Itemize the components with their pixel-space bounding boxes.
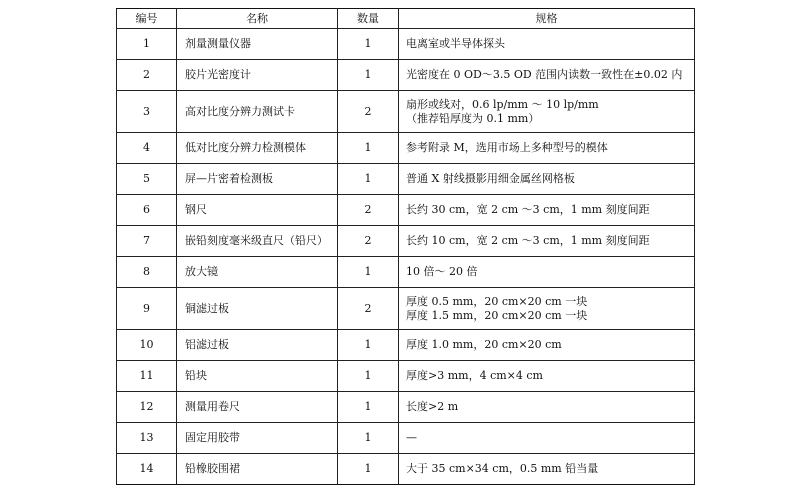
table-row bbox=[117, 164, 695, 195]
spec-line: 电离室或半导体探头 bbox=[406, 37, 505, 50]
table-row bbox=[117, 60, 695, 91]
cell-name: 胶片光密度计 bbox=[177, 60, 338, 91]
cell-name: 测量用卷尺 bbox=[177, 392, 338, 423]
cell-no: 4 bbox=[117, 133, 177, 164]
header-qty: 数量 bbox=[338, 9, 399, 29]
cell-spec bbox=[399, 454, 695, 485]
spec-line: 长约 10 cm，宽 2 cm ～3 cm，1 mm 刻度间距 bbox=[406, 234, 650, 247]
table-row bbox=[117, 392, 695, 423]
spec-line: 长约 30 cm，宽 2 cm ～3 cm，1 mm 刻度间距 bbox=[406, 203, 650, 216]
table-row bbox=[117, 423, 695, 454]
equipment-table-container bbox=[116, 8, 694, 485]
header-name: 名称 bbox=[177, 9, 338, 29]
table-body bbox=[117, 29, 695, 485]
cell-spec bbox=[399, 361, 695, 392]
cell-no: 5 bbox=[117, 164, 177, 195]
cell-spec bbox=[399, 226, 695, 257]
cell-no: 8 bbox=[117, 257, 177, 288]
cell-qty: 1 bbox=[338, 392, 399, 423]
cell-qty: 1 bbox=[338, 164, 399, 195]
cell-spec bbox=[399, 60, 695, 91]
table-row bbox=[117, 195, 695, 226]
cell-qty: 1 bbox=[338, 454, 399, 485]
spec-line: 光密度在 0 OD～3.5 OD 范围内读数一致性在±0.02 内 bbox=[406, 68, 683, 81]
table-row bbox=[117, 257, 695, 288]
table-row bbox=[117, 330, 695, 361]
cell-no: 10 bbox=[117, 330, 177, 361]
cell-no: 1 bbox=[117, 29, 177, 60]
cell-spec bbox=[399, 29, 695, 60]
cell-name: 铝滤过板 bbox=[177, 330, 338, 361]
cell-spec bbox=[399, 195, 695, 226]
spec-line: — bbox=[406, 431, 417, 444]
cell-qty: 1 bbox=[338, 330, 399, 361]
cell-qty: 1 bbox=[338, 423, 399, 454]
cell-no: 6 bbox=[117, 195, 177, 226]
cell-name: 固定用胶带 bbox=[177, 423, 338, 454]
spec-line: 大于 35 cm×34 cm，0.5 mm 铅当量 bbox=[406, 462, 599, 475]
header-no: 编号 bbox=[117, 9, 177, 29]
cell-spec bbox=[399, 330, 695, 361]
cell-name: 放大镜 bbox=[177, 257, 338, 288]
cell-name: 高对比度分辨力测试卡 bbox=[177, 91, 338, 133]
spec-line: 厚度 1.0 mm，20 cm×20 cm bbox=[406, 338, 562, 351]
table-row bbox=[117, 133, 695, 164]
spec-line: 普通 X 射线摄影用细金属丝网格板 bbox=[406, 172, 575, 185]
cell-name: 钢尺 bbox=[177, 195, 338, 226]
cell-qty: 2 bbox=[338, 195, 399, 226]
cell-qty: 2 bbox=[338, 91, 399, 133]
cell-no: 12 bbox=[117, 392, 177, 423]
table-row bbox=[117, 361, 695, 392]
table-header-row bbox=[117, 9, 695, 29]
cell-spec bbox=[399, 288, 695, 330]
spec-line: 长度>2 m bbox=[406, 400, 459, 413]
table-row bbox=[117, 454, 695, 485]
cell-spec bbox=[399, 133, 695, 164]
cell-spec bbox=[399, 392, 695, 423]
cell-qty: 1 bbox=[338, 60, 399, 91]
cell-name: 低对比度分辨力检测模体 bbox=[177, 133, 338, 164]
cell-spec bbox=[399, 257, 695, 288]
cell-no: 14 bbox=[117, 454, 177, 485]
cell-no: 3 bbox=[117, 91, 177, 133]
spec-line: 10 倍～ 20 倍 bbox=[406, 265, 478, 278]
cell-name: 铅块 bbox=[177, 361, 338, 392]
cell-name: 铜滤过板 bbox=[177, 288, 338, 330]
cell-qty: 2 bbox=[338, 226, 399, 257]
spec-line: （推荐铅厚度为 0.1 mm） bbox=[406, 111, 540, 125]
cell-name: 嵌铅刻度毫米级直尺（铅尺） bbox=[177, 226, 338, 257]
spec-line: 扇形或线对，0.6 lp/mm ～ 10 lp/mm bbox=[406, 97, 599, 111]
cell-spec bbox=[399, 164, 695, 195]
table-row bbox=[117, 29, 695, 60]
cell-spec bbox=[399, 423, 695, 454]
cell-spec bbox=[399, 91, 695, 133]
cell-no: 2 bbox=[117, 60, 177, 91]
spec-line: 厚度 1.5 mm，20 cm×20 cm 一块 bbox=[406, 308, 588, 322]
table-row bbox=[117, 226, 695, 257]
cell-no: 11 bbox=[117, 361, 177, 392]
cell-qty: 1 bbox=[338, 29, 399, 60]
table-row bbox=[117, 288, 695, 330]
cell-no: 9 bbox=[117, 288, 177, 330]
cell-no: 13 bbox=[117, 423, 177, 454]
spec-line: 厚度 0.5 mm，20 cm×20 cm 一块 bbox=[406, 294, 588, 308]
spec-line: 参考附录 M，选用市场上多种型号的模体 bbox=[406, 141, 608, 154]
table-row bbox=[117, 91, 695, 133]
cell-qty: 2 bbox=[338, 288, 399, 330]
cell-name: 铅橡胶围裙 bbox=[177, 454, 338, 485]
cell-name: 剂量测量仪器 bbox=[177, 29, 338, 60]
cell-qty: 1 bbox=[338, 257, 399, 288]
spec-line: 厚度>3 mm，4 cm×4 cm bbox=[406, 369, 543, 382]
header-spec: 规格 bbox=[399, 9, 695, 29]
cell-qty: 1 bbox=[338, 361, 399, 392]
equipment-spec-table bbox=[116, 8, 695, 485]
cell-qty: 1 bbox=[338, 133, 399, 164]
cell-name: 屏—片密着检测板 bbox=[177, 164, 338, 195]
cell-no: 7 bbox=[117, 226, 177, 257]
